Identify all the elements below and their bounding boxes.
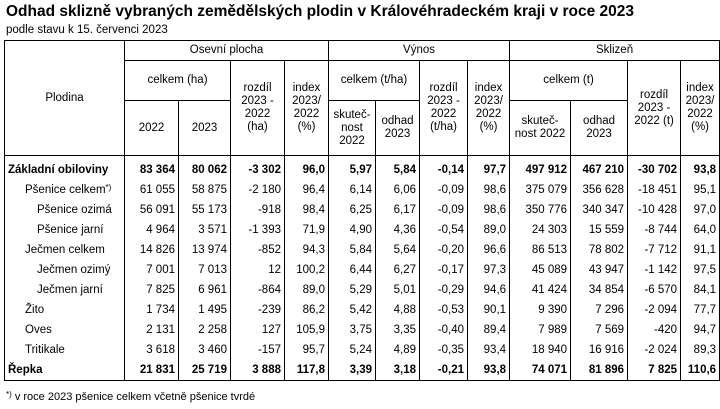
table-cell: -0,54: [420, 220, 468, 240]
crop-name: Žito: [25, 304, 45, 316]
table-cell: 18 940: [510, 340, 571, 360]
table-cell: 3,18: [376, 360, 420, 381]
table-cell: -3 302: [231, 156, 285, 181]
header-celkem-ha: celkem (ha): [125, 61, 231, 101]
crop-name: Ječmen jarní: [37, 284, 103, 296]
header-index-sklizen: index 2023/ 2022 (%): [681, 61, 720, 156]
table-cell: -6 570: [628, 280, 681, 300]
table-cell: 6,27: [376, 260, 420, 280]
table-cell: 7 825: [125, 280, 179, 300]
table-cell: -30 702: [628, 156, 681, 181]
table-cell: -157: [231, 340, 285, 360]
table-cell: 64,0: [681, 220, 720, 240]
table-cell: 4,88: [376, 300, 420, 320]
table-cell: 117,8: [285, 360, 329, 381]
table-cell: 93,8: [681, 156, 720, 181]
table-row: [5, 200, 720, 220]
table-cell: -2 180: [231, 180, 285, 200]
table-cell: 6,25: [329, 200, 376, 220]
table-cell: 95,7: [285, 340, 329, 360]
table-row: [5, 220, 720, 240]
table-cell: 86 513: [510, 240, 571, 260]
row-label: [5, 156, 125, 181]
table-cell: 7 569: [571, 320, 628, 340]
table-cell: 71,9: [285, 220, 329, 240]
table-cell: 375 079: [510, 180, 571, 200]
table-cell: 3 888: [231, 360, 285, 381]
table-cell: 6,06: [376, 180, 420, 200]
table-cell: 34 854: [571, 280, 628, 300]
row-label: [5, 320, 125, 340]
crop-name: Ječmen celkem: [25, 244, 105, 256]
table-cell: 97,5: [681, 260, 720, 280]
table-cell: 86,2: [285, 300, 329, 320]
table-cell: 90,1: [468, 300, 510, 320]
table-cell: 5,24: [329, 340, 376, 360]
header-index-vynos: index 2023/ 2022 (%): [468, 61, 510, 156]
header-sklizen-skutecnost: skuteč-nost 2022: [510, 101, 571, 156]
table-cell: 58 875: [179, 180, 231, 200]
header-vynos-odhad: odhad 2023: [376, 101, 420, 156]
table-cell: 7 296: [571, 300, 628, 320]
table-cell: 15 559: [571, 220, 628, 240]
table-cell: -10 428: [628, 200, 681, 220]
table-cell: 25 719: [179, 360, 231, 381]
table-cell: 93,8: [468, 360, 510, 381]
table-cell: 5,29: [329, 280, 376, 300]
footnote-text: v roce 2023 pšenice celkem včetně pšenice tvrdé: [11, 391, 256, 403]
row-label: [5, 360, 125, 381]
table-cell: 96,6: [468, 240, 510, 260]
table-cell: 97,0: [681, 200, 720, 220]
table-cell: -2 024: [628, 340, 681, 360]
table-row: [5, 340, 720, 360]
crop-name: Oves: [25, 324, 52, 336]
table-cell: -0,29: [420, 280, 468, 300]
table-cell: 110,6: [681, 360, 720, 381]
table-cell: 4,36: [376, 220, 420, 240]
table-cell: 340 347: [571, 200, 628, 220]
header-plodina: Plodina: [5, 41, 125, 156]
table-cell: 74 071: [510, 360, 571, 381]
table-cell: 2 131: [125, 320, 179, 340]
table-cell: 4,90: [329, 220, 376, 240]
table-cell: 350 776: [510, 200, 571, 220]
table-cell: 89,3: [681, 340, 720, 360]
table-cell: 80 062: [179, 156, 231, 181]
header-plocha-2023: 2023: [179, 101, 231, 156]
table-cell: -8 744: [628, 220, 681, 240]
table-cell: 7 825: [628, 360, 681, 381]
crop-name: Pšenice celkem: [25, 184, 106, 196]
table-cell: 97,7: [468, 156, 510, 181]
row-label: [5, 240, 125, 260]
table-cell: 5,42: [329, 300, 376, 320]
table-cell: 96,4: [285, 180, 329, 200]
table-cell: 5,64: [376, 240, 420, 260]
table-row: [5, 360, 720, 381]
crop-name: Pšenice ozimá: [37, 204, 112, 216]
table-cell: -7 712: [628, 240, 681, 260]
table-cell: -0,20: [420, 240, 468, 260]
table-cell: 9 390: [510, 300, 571, 320]
table-row: [5, 300, 720, 320]
table-cell: 3 460: [179, 340, 231, 360]
table-row: [5, 156, 720, 181]
table-cell: 3 618: [125, 340, 179, 360]
table-cell: 81 896: [571, 360, 628, 381]
table-cell: 21 831: [125, 360, 179, 381]
table-row: [5, 240, 720, 260]
row-label: [5, 260, 125, 280]
table-cell: -0,09: [420, 180, 468, 200]
table-cell: 45 089: [510, 260, 571, 280]
table-cell: -1 393: [231, 220, 285, 240]
table-cell: 6,44: [329, 260, 376, 280]
crop-name: Pšenice jarní: [37, 224, 104, 236]
table-cell: 12: [231, 260, 285, 280]
table-cell: 98,4: [285, 200, 329, 220]
footnote: [6, 391, 255, 403]
table-cell: 1 495: [179, 300, 231, 320]
header-rozdil-t: rozdíl 2023 - 2022 (t): [628, 61, 681, 156]
table-cell: 1 734: [125, 300, 179, 320]
table-cell: -0,21: [420, 360, 468, 381]
page-title: Odhad sklizně vybraných zemědělských plodin v Královéhradeckém kraji v roce 2023: [6, 3, 635, 20]
table-cell: 3,75: [329, 320, 376, 340]
header-rozdil-ha: rozdíl 2023 - 2022 (ha): [231, 61, 285, 156]
table-cell: -0,09: [420, 200, 468, 220]
table-cell: 94,6: [468, 280, 510, 300]
header-sklizen: Sklizeň: [510, 41, 720, 61]
table-cell: 78 802: [571, 240, 628, 260]
table-cell: 6,17: [376, 200, 420, 220]
table-cell: 3 571: [179, 220, 231, 240]
table-cell: 2 258: [179, 320, 231, 340]
table-cell: 96,0: [285, 156, 329, 181]
table-cell: 24 303: [510, 220, 571, 240]
table-cell: 97,3: [468, 260, 510, 280]
header-index-plocha: index 2023/ 2022 (%): [285, 61, 329, 156]
table-row: [5, 320, 720, 340]
table-cell: 94,7: [681, 320, 720, 340]
table-cell: 98,6: [468, 200, 510, 220]
row-label: [5, 300, 125, 320]
table-cell: 55 173: [179, 200, 231, 220]
header-celkem-tha: celkem (t/ha): [329, 61, 420, 101]
table-cell: 6 961: [179, 280, 231, 300]
table-cell: 93,4: [468, 340, 510, 360]
table-cell: -852: [231, 240, 285, 260]
table-cell: 83 364: [125, 156, 179, 181]
table-cell: 3,39: [329, 360, 376, 381]
row-label: [5, 280, 125, 300]
table-cell: 356 628: [571, 180, 628, 200]
row-label: [5, 340, 125, 360]
table-cell: 13 974: [179, 240, 231, 260]
table-cell: 5,84: [329, 240, 376, 260]
table-cell: -239: [231, 300, 285, 320]
footnote-mark: *): [6, 390, 12, 399]
table-cell: 6,14: [329, 180, 376, 200]
header-vynos: Výnos: [329, 41, 510, 61]
header-plocha-2022: 2022: [125, 101, 179, 156]
table-cell: 94,3: [285, 240, 329, 260]
table-cell: 5,84: [376, 156, 420, 181]
table-cell: 467 210: [571, 156, 628, 181]
table-cell: -0,14: [420, 156, 468, 181]
table-cell: -420: [628, 320, 681, 340]
table-body: [5, 156, 720, 381]
table-cell: -1 142: [628, 260, 681, 280]
table-cell: 3,35: [376, 320, 420, 340]
table-cell: 127: [231, 320, 285, 340]
table-cell: 61 055: [125, 180, 179, 200]
table-cell: -0,53: [420, 300, 468, 320]
crop-name: Ječmen ozimý: [37, 264, 111, 276]
table-cell: 95,1: [681, 180, 720, 200]
table-cell: 14 826: [125, 240, 179, 260]
header-vynos-skutecnost: skuteč-nost 2022: [329, 101, 376, 156]
table-cell: -2 094: [628, 300, 681, 320]
header-celkem-t: celkem (t): [510, 61, 628, 101]
table-row: [5, 180, 720, 200]
table-cell: 89,0: [468, 220, 510, 240]
page-subtitle: podle stavu k 15. červenci 2023: [6, 24, 168, 36]
table-cell: -0,17: [420, 260, 468, 280]
table-cell: 4,89: [376, 340, 420, 360]
table-cell: 7 013: [179, 260, 231, 280]
table-cell: 5,01: [376, 280, 420, 300]
table-cell: -18 451: [628, 180, 681, 200]
table-cell: 84,1: [681, 280, 720, 300]
crop-table: [4, 40, 720, 381]
table-cell: 56 091: [125, 200, 179, 220]
crop-name: Tritikale: [25, 344, 65, 356]
table-cell: 100,2: [285, 260, 329, 280]
table-cell: 7 001: [125, 260, 179, 280]
table-cell: 105,9: [285, 320, 329, 340]
table-cell: 43 947: [571, 260, 628, 280]
header-sklizen-odhad: odhad 2023: [571, 101, 628, 156]
table-cell: -864: [231, 280, 285, 300]
table-cell: 77,7: [681, 300, 720, 320]
table-cell: 91,1: [681, 240, 720, 260]
table-row: [5, 280, 720, 300]
table-cell: 89,0: [285, 280, 329, 300]
header-osevni-plocha: Osevní plocha: [125, 41, 329, 61]
table-cell: 497 912: [510, 156, 571, 181]
table-cell: 98,6: [468, 180, 510, 200]
table-cell: 89,4: [468, 320, 510, 340]
table-cell: -918: [231, 200, 285, 220]
row-label: [5, 180, 125, 200]
row-label: [5, 220, 125, 240]
table-cell: 5,97: [329, 156, 376, 181]
crop-name: Řepka: [8, 364, 43, 376]
table-cell: 41 424: [510, 280, 571, 300]
header-rozdil-tha: rozdíl 2023 - 2022 (t/ha): [420, 61, 468, 156]
footnote-ref: *): [105, 183, 112, 192]
table-cell: -0,35: [420, 340, 468, 360]
crop-name: Základní obiloviny: [8, 164, 109, 176]
table-cell: 7 989: [510, 320, 571, 340]
table-row: [5, 260, 720, 280]
table-cell: -0,40: [420, 320, 468, 340]
table-cell: 4 964: [125, 220, 179, 240]
row-label: [5, 200, 125, 220]
table-cell: 16 916: [571, 340, 628, 360]
